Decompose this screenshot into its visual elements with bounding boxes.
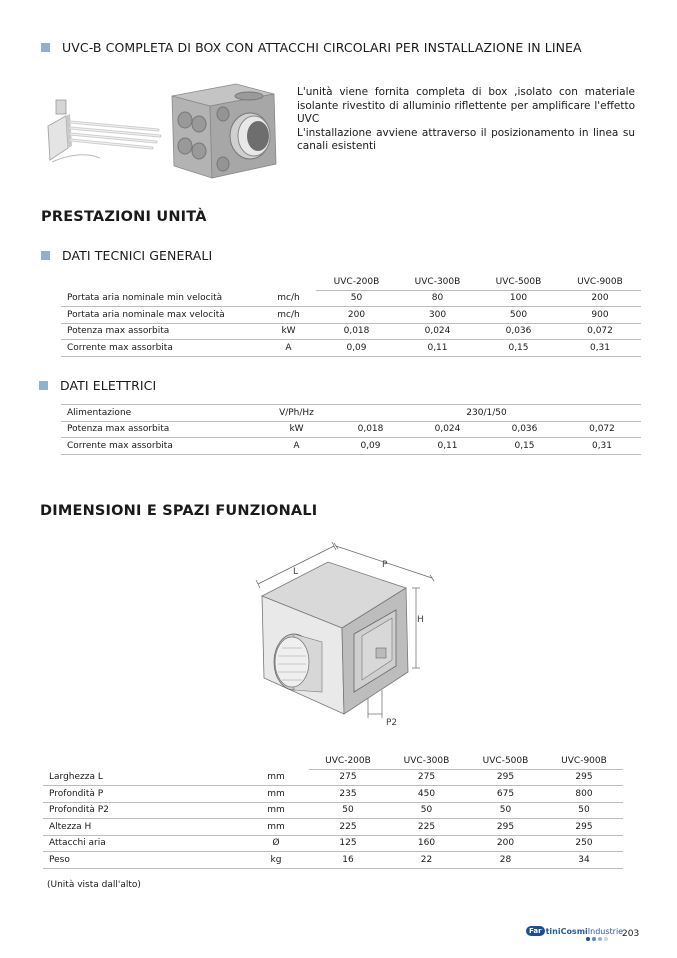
row-label: Peso: [43, 852, 243, 869]
table-row: [61, 323, 641, 340]
cell-value: 295: [466, 819, 545, 836]
company-logo: [526, 926, 624, 944]
logo-text-b: Industrie: [587, 926, 624, 936]
uv-lamp-image: [48, 100, 160, 162]
cell-value: 80: [397, 290, 478, 307]
cell-value: 0,11: [409, 438, 486, 455]
row-unit: mm: [243, 819, 309, 836]
cell-value: 450: [387, 786, 466, 803]
logo-badge: Far: [526, 926, 545, 936]
cell-value: 275: [309, 769, 387, 786]
dati-elettrici-text: DATI ELETTRICI: [60, 378, 157, 393]
table-row: [43, 835, 623, 852]
cell-value: 0,072: [563, 421, 641, 438]
cell-value: 50: [466, 802, 545, 819]
dati-elettrici-header: [39, 378, 156, 393]
cell-value: 295: [466, 769, 545, 786]
row-label: Corrente max assorbita: [61, 438, 261, 455]
label-H: H: [417, 615, 424, 625]
cell-value: 225: [309, 819, 387, 836]
description-line-2: L'installazione avviene attraverso il posizionamento in linea su canali esistenti: [297, 126, 635, 152]
column-header: UVC-200B: [309, 753, 387, 769]
logo-text: [526, 926, 623, 936]
cell-value: 200: [316, 307, 397, 324]
cell-value: 200: [559, 290, 641, 307]
cell-value: 22: [387, 852, 466, 869]
cell-value: 275: [387, 769, 466, 786]
column-header: UVC-900B: [559, 274, 641, 290]
cell-value: 225: [387, 819, 466, 836]
cell-value: 250: [545, 835, 623, 852]
cell-value: 235: [309, 786, 387, 803]
cell-value: 50: [545, 802, 623, 819]
cell-value: 500: [478, 307, 559, 324]
dati-tecnici-text: DATI TECNICI GENERALI: [62, 248, 213, 263]
column-header: UVC-200B: [316, 274, 397, 290]
table-row: [61, 438, 641, 455]
cell-value: 0,036: [478, 323, 559, 340]
cell-value: 0,15: [486, 438, 563, 455]
label-P: P: [382, 560, 388, 570]
cell-value: 0,31: [559, 340, 641, 357]
label-P2: P2: [386, 718, 398, 728]
cell-value: 200: [466, 835, 545, 852]
table-header-row: [61, 274, 641, 290]
logo-dot: [592, 937, 596, 941]
cell-value: 50: [387, 802, 466, 819]
cell-value: 0,11: [397, 340, 478, 357]
table-row: [43, 852, 623, 869]
table-header-row: [43, 753, 623, 769]
row-unit: kg: [243, 852, 309, 869]
cell-value: 160: [387, 835, 466, 852]
prestazioni-table: [61, 274, 641, 357]
column-header: UVC-900B: [545, 753, 623, 769]
column-header: UVC-500B: [478, 274, 559, 290]
table-row: [61, 307, 641, 324]
row-label: Altezza H: [43, 819, 243, 836]
product-photo: [40, 78, 290, 183]
row-label: Alimentazione: [61, 405, 261, 422]
row-label: Profondità P2: [43, 802, 243, 819]
cell-value: 0,31: [563, 438, 641, 455]
cell-value: 100: [478, 290, 559, 307]
cell-value: 34: [545, 852, 623, 869]
prestazioni-title: PRESTAZIONI UNITÀ: [41, 209, 207, 225]
alimentazione-value: 230/1/50: [332, 405, 641, 422]
cell-value: 0,024: [397, 323, 478, 340]
row-label: Profondità P: [43, 786, 243, 803]
row-label: Portata aria nominale min velocità: [61, 290, 261, 307]
cell-value: 800: [545, 786, 623, 803]
cell-value: 675: [466, 786, 545, 803]
table-row: [61, 421, 641, 438]
cell-value: 295: [545, 819, 623, 836]
row-unit: Ø: [243, 835, 309, 852]
product-description: [297, 86, 635, 154]
square-bullet-icon: [41, 43, 50, 52]
cell-value: 0,018: [332, 421, 409, 438]
row-label: Portata aria nominale max velocità: [61, 307, 261, 324]
description-line-1: L'unità viene fornita completa di box ,isolato con materiale isolante rivestito di alluminio riflettente per amplificare l'effetto UVC: [297, 86, 635, 125]
row-unit: kW: [261, 323, 316, 340]
cell-value: 0,15: [478, 340, 559, 357]
table-row: [43, 802, 623, 819]
square-bullet-icon: [39, 381, 48, 390]
table-row: [43, 819, 623, 836]
cell-value: 0,072: [559, 323, 641, 340]
cell-value: 16: [309, 852, 387, 869]
dati-tecnici-header: [41, 248, 212, 263]
row-label: Potenza max assorbita: [61, 323, 261, 340]
cell-value: 0,09: [316, 340, 397, 357]
table-row: [61, 290, 641, 307]
footnote: (Unità vista dall'alto): [47, 880, 141, 890]
column-header: UVC-500B: [466, 753, 545, 769]
section-header-uvcb: [41, 40, 582, 55]
cell-value: 28: [466, 852, 545, 869]
table-row: [61, 340, 641, 357]
cell-value: 300: [397, 307, 478, 324]
row-unit: kW: [261, 421, 332, 438]
section-header-text: UVC-B COMPLETA DI BOX CON ATTACCHI CIRCOLARI PER INSTALLAZIONE IN LINEA: [62, 40, 582, 55]
label-L: L: [293, 567, 299, 577]
dimensioni-title: DIMENSIONI E SPAZI FUNZIONALI: [40, 503, 318, 519]
elettrici-table: [61, 404, 641, 455]
cell-value: 295: [545, 769, 623, 786]
row-unit: mm: [243, 802, 309, 819]
page-number: 203: [622, 929, 640, 939]
logo-dot: [598, 937, 602, 941]
row-unit: mc/h: [261, 290, 316, 307]
row-unit: mm: [243, 769, 309, 786]
row-label: Attacchi aria: [43, 835, 243, 852]
column-header: UVC-300B: [397, 274, 478, 290]
row-unit: A: [261, 438, 332, 455]
square-bullet-icon: [41, 251, 50, 260]
cell-value: 0,024: [409, 421, 486, 438]
row-unit: V/Ph/Hz: [261, 405, 332, 422]
cell-value: 125: [309, 835, 387, 852]
cell-value: 0,036: [486, 421, 563, 438]
row-unit: mc/h: [261, 307, 316, 324]
logo-dot: [604, 937, 608, 941]
cell-value: 50: [316, 290, 397, 307]
row-unit: A: [261, 340, 316, 357]
box-image: [172, 84, 276, 178]
cell-value: 0,018: [316, 323, 397, 340]
row-label: Larghezza L: [43, 769, 243, 786]
row-label: Potenza max assorbita: [61, 421, 261, 438]
table-row: [43, 786, 623, 803]
row-unit: mm: [243, 786, 309, 803]
logo-dot: [586, 937, 590, 941]
dimension-diagram: [250, 540, 440, 730]
cell-value: 50: [309, 802, 387, 819]
cell-value: 0,09: [332, 438, 409, 455]
column-header: UVC-300B: [387, 753, 466, 769]
logo-dots-icon: [586, 937, 608, 941]
dimensioni-table: [43, 753, 623, 869]
logo-text-a: tiniCosmi: [545, 926, 588, 936]
table-row: [43, 769, 623, 786]
row-label: Corrente max assorbita: [61, 340, 261, 357]
cell-value: 900: [559, 307, 641, 324]
table-row: [61, 405, 641, 422]
